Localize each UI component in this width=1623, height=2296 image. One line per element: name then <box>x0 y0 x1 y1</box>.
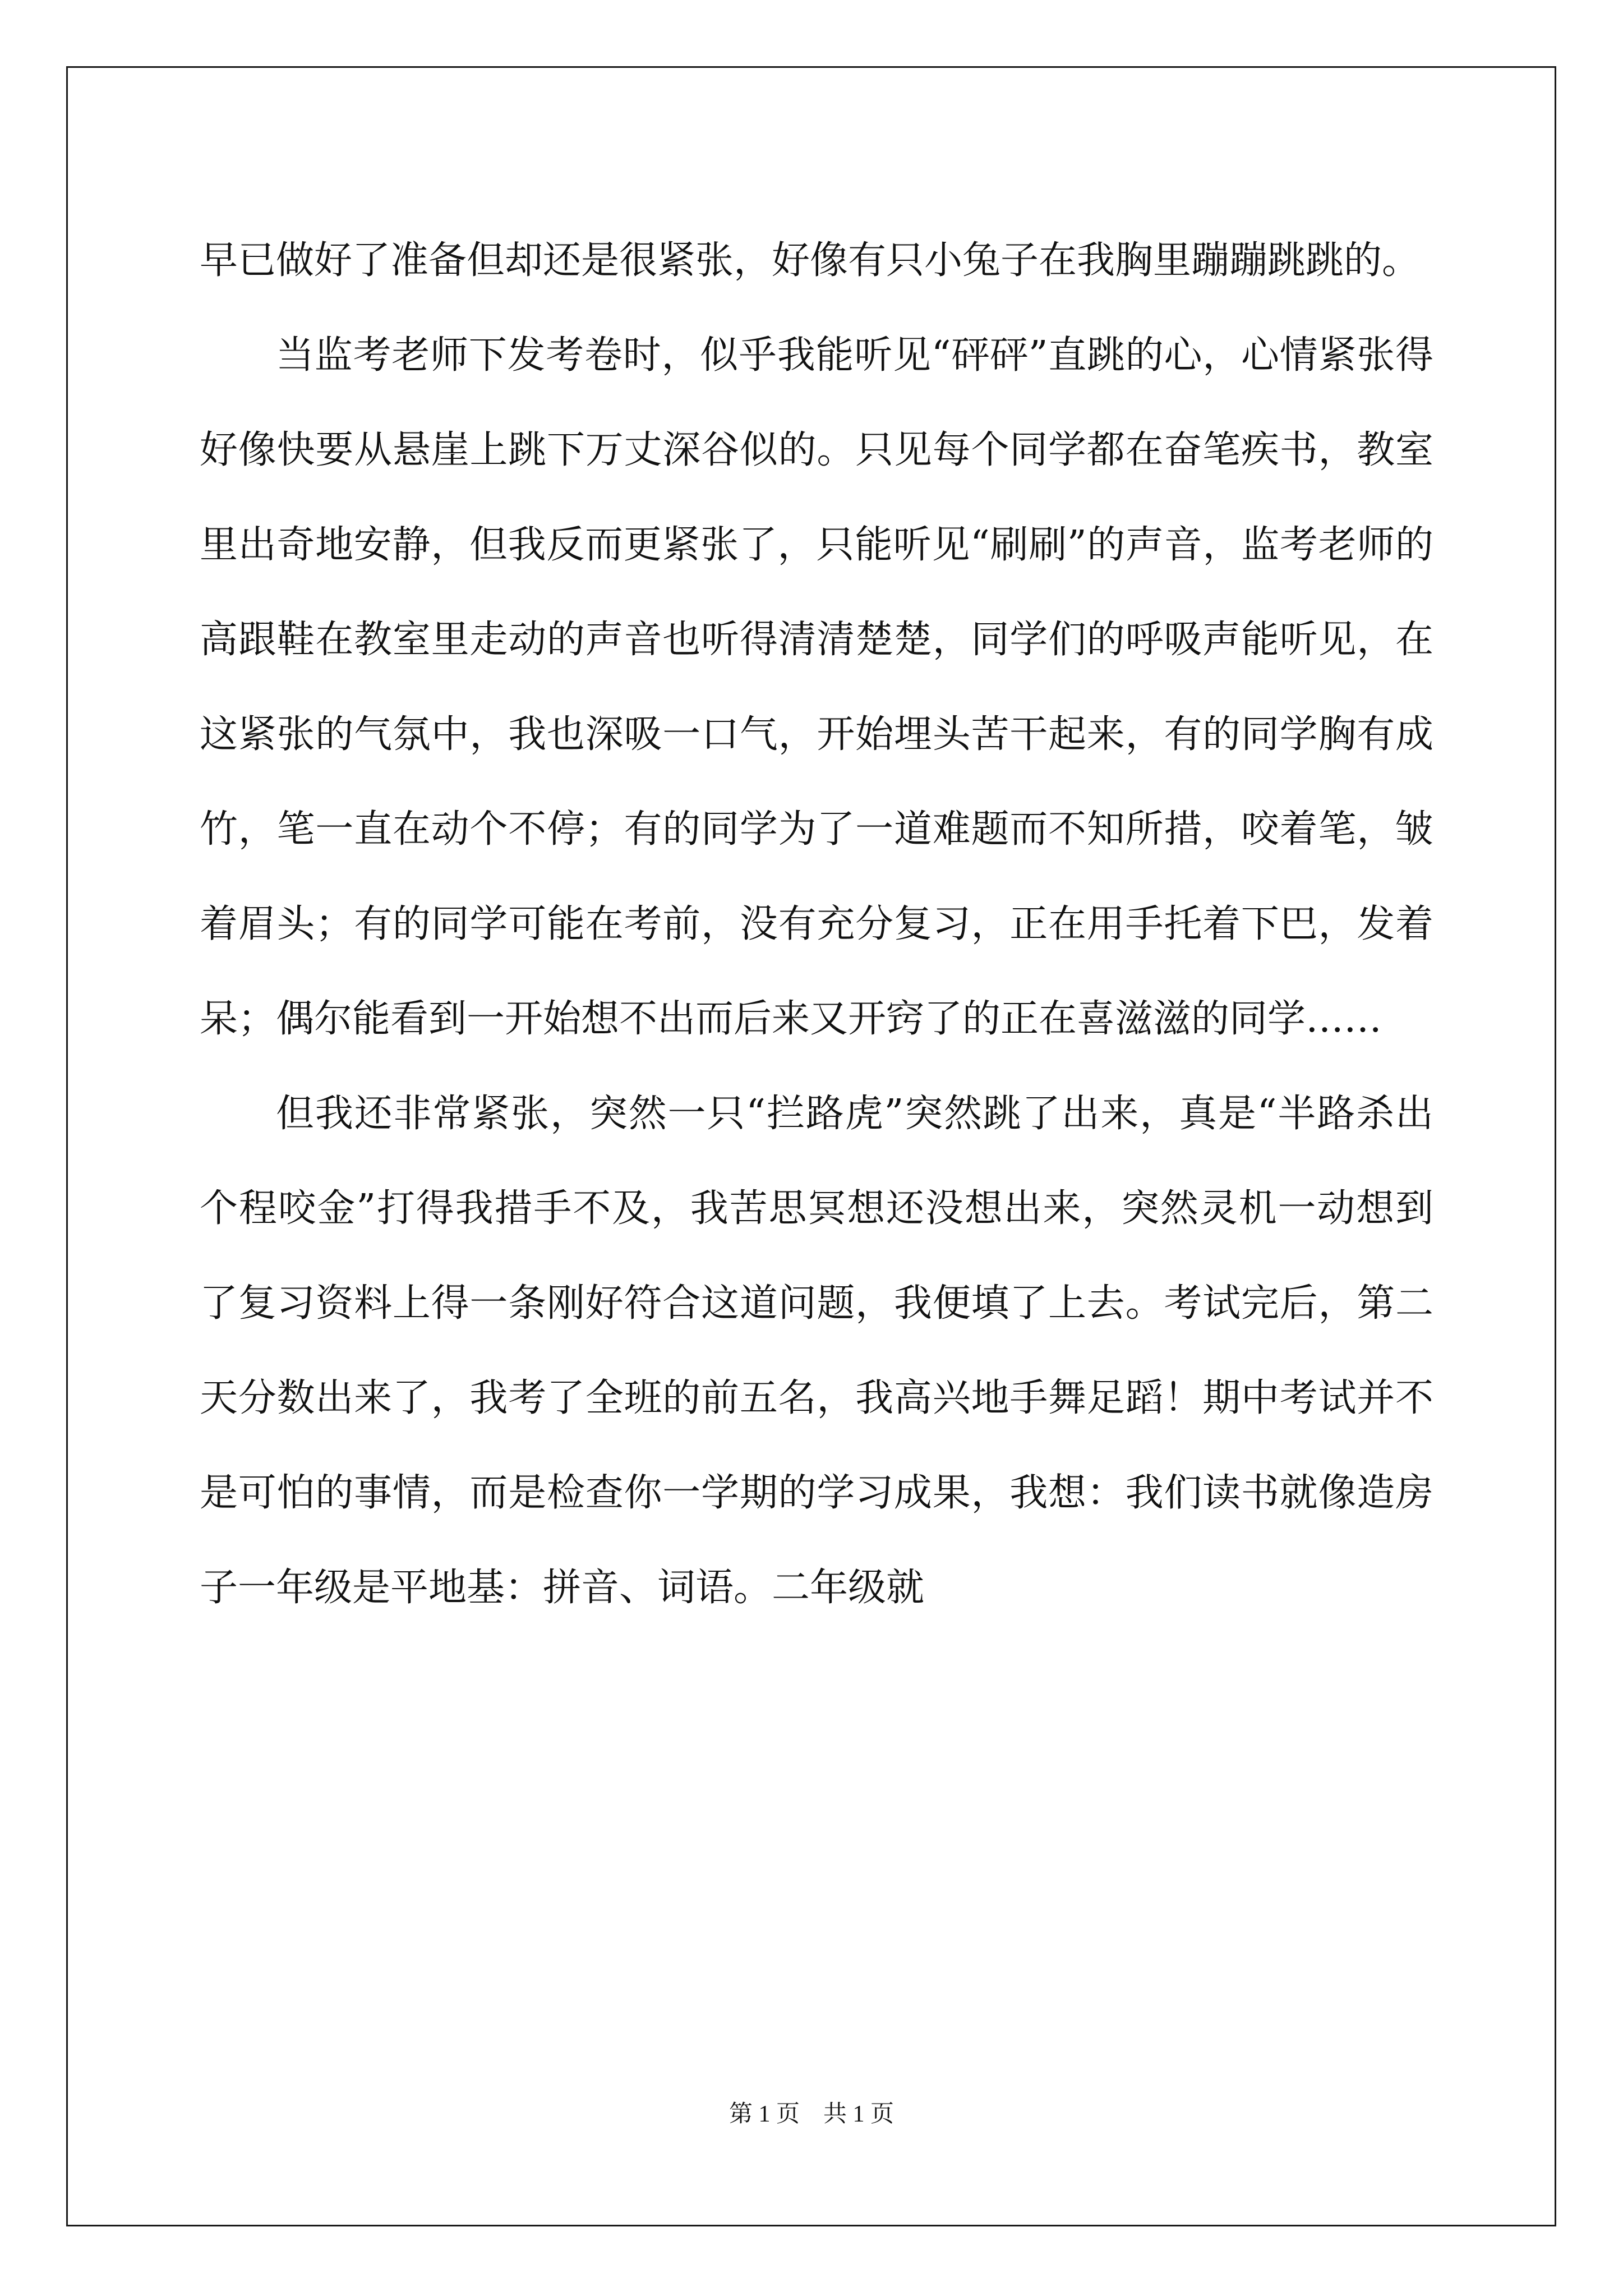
document-body <box>200 213 1433 1635</box>
paragraph-3: 但我还非常紧张，突然一只“拦路虎”突然跳了出来，真是“半路杀出个程咬金”打得我措手不及，我苦思冥想还没想出来，突然灵机一动想到了复习资料上得一条刚好符合这道问题，我便填了上去。考试完后，第二天分数出来了，我考了全班的前五名，我高兴地手舞足蹈！期中考试并不是可怕的事情，而是检查你一学期的学习成果，我想：我们读书就像造房子一年级是平地基：拼音、词语。二年级就 <box>200 1092 1433 1610</box>
paragraph-1: 早已做好了准备但却还是很紧张，好像有只小兔子在我胸里蹦蹦跳跳的。 <box>200 238 1421 283</box>
page-number-footer: 第 1 页 共 1 页 <box>728 2101 894 2127</box>
paragraph-2: 当监考老师下发考卷时，似乎我能听见“砰砰”直跳的心，心情紧张得好像快要从悬崖上跳下万丈深谷似的。只见每个同学都在奋笔疾书，教室里出奇地安静，但我反而更紧张了，只能听见“刷刷”的声音，监考老师的高跟鞋在教室里走动的声音也听得清清楚楚，同学们的呼吸声能听见，在这紧张的气氛中，我也深吸一口气，开始埋头苦干起来，有的同学胸有成竹，笔一直在动个不停；有的同学为了一道难题而不知所措，咬着笔，皱着眉头；有的同学可能在考前，没有充分复习，正在用手托着下巴，发着呆；偶尔能看到一开始想不出而后来又开窍了的正在喜滋滋的同学…… <box>200 333 1433 1041</box>
